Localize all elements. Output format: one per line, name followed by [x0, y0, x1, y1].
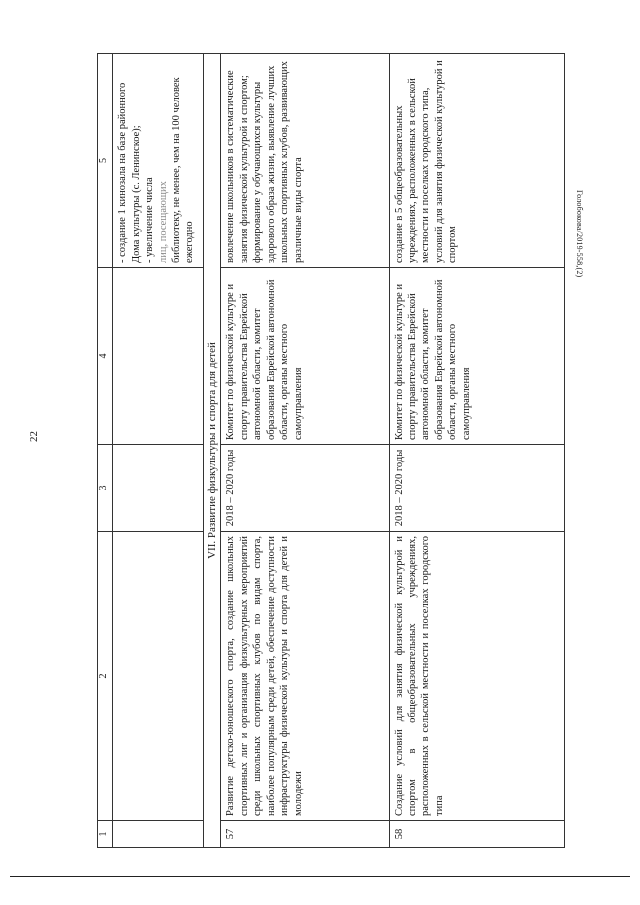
row-num: 58 [389, 821, 564, 848]
header-col-5: 5 [98, 54, 113, 268]
header-col-4: 4 [98, 268, 113, 445]
row-num: 57 [221, 821, 389, 848]
continuation-line-3: библиотеку, не менее, чем на 100 человек ежегодно [171, 77, 196, 263]
header-col-1: 1 [98, 821, 113, 848]
section-title: VII. Развитие физкультуры и спорта для детей [204, 54, 221, 848]
row-period: 2018 – 2020 годы [389, 445, 564, 532]
row-activity: Создание условий для занятия физической культурой и спортом в общеобразовательных учреждениях, расположенных в сельской местности и поселках городского типа [389, 532, 564, 821]
continuation-executor-cell [113, 268, 204, 445]
page-number: 22 [28, 431, 40, 442]
table-row-57 [221, 54, 389, 848]
header-col-2: 2 [98, 532, 113, 821]
continuation-result-cell [113, 54, 204, 268]
continuation-period-cell [113, 445, 204, 532]
table-row-58 [389, 54, 564, 848]
continuation-line-2: - увеличение числа [144, 177, 156, 263]
continuation-line-1: - создание 1 кинозала на базе районного Дома культуры (с. Ленинское); [117, 82, 142, 263]
document-footer-code: Голобокова/2019-558,(2) [575, 190, 584, 278]
rotated-table-wrapper [97, 53, 565, 848]
row-activity: Развитие детско-юношеского спорта, создание школьных спортивных лиг и организация физкультурных мероприятий среди школьных спортивных клубов по видам спорта, наиболее популярным среди детей, обеспечение доступности инфраструктуры физической культуры и спорта для детей и молодежи [221, 532, 389, 821]
continuation-line-2-faint: лиц, посещающих [157, 181, 169, 263]
header-col-3: 3 [98, 445, 113, 532]
bottom-divider [10, 876, 630, 877]
row-result: создание в 5 общеобразовательных учреждениях, расположенных в сельской местности и поселках городского типа, условий для занятия физической культурой и спортом [389, 54, 564, 268]
table-header-row [98, 54, 113, 848]
program-table [97, 53, 565, 848]
continuation-activity-cell [113, 532, 204, 821]
continuation-row [113, 54, 204, 848]
row-result: вовлечение школьников в систематические занятия физической культурой и спортом; формирование у обучающихся культуры здорового образа жизни, выявление лучших школьных спортивных клубов, развивающих различные виды спорта [221, 54, 389, 268]
row-period: 2018 – 2020 годы [221, 445, 389, 532]
row-executor: Комитет по физической культуре и спорту правительства Еврейской автономной области, комитет образования Еврейской автономной области, органы местного самоуправления [389, 268, 564, 445]
continuation-num-cell [113, 821, 204, 848]
section-row [204, 54, 221, 848]
row-executor: Комитет по физической культуре и спорту правительства Еврейской автономной области, комитет образования Еврейской автономной области, органы местного самоуправления [221, 268, 389, 445]
